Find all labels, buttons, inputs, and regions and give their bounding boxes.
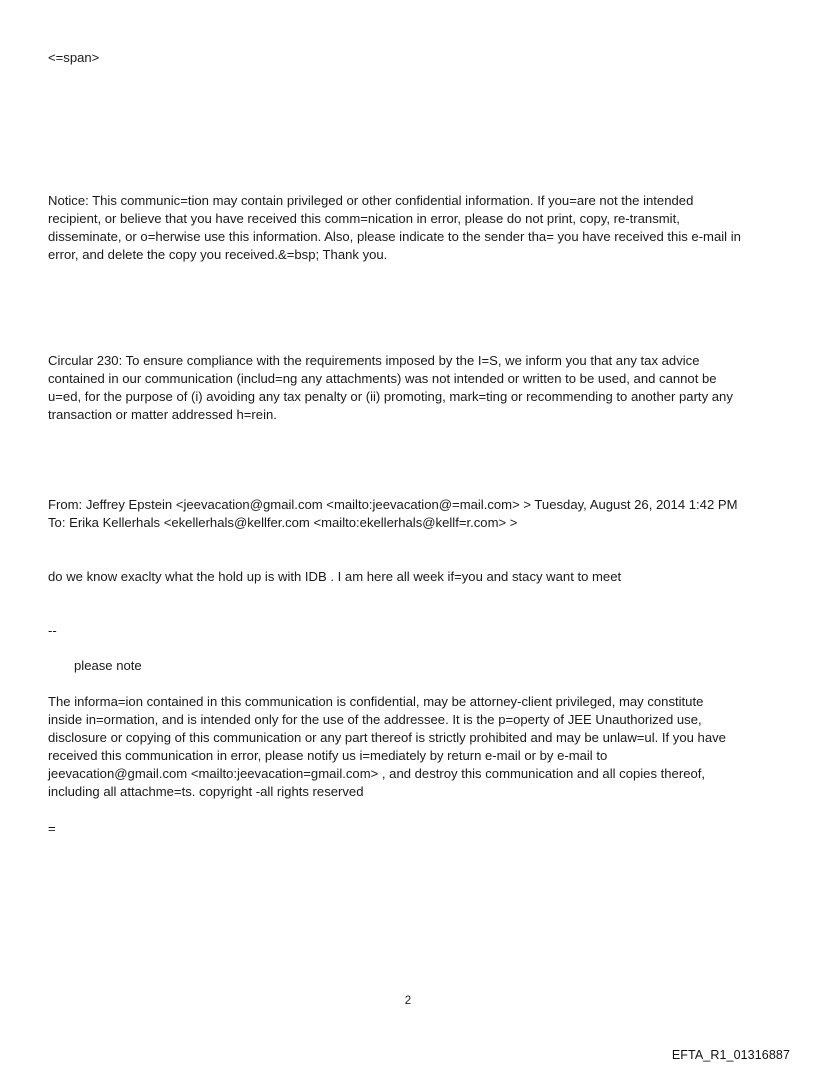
notice-line: error, and delete the copy you received.&=bsp; Thank you. [48,247,388,262]
span-tag-text: <=span> [48,50,100,65]
circular-230-notice [48,352,772,424]
email-body-message: do we know exaclty what the hold up is with IDB . I am here all week if=you and stacy want to meet [48,569,622,584]
disclaimer-line: received this communication in error, please notify us i=mediately by return e-mail or by e-mail to [48,748,608,763]
bates-number: EFTA_R1_01316887 [671,1048,790,1062]
page-number: 2 [404,995,412,1007]
disclaimer-line: jeevacation@gmail.com <mailto:jeevacation=gmail.com> , and destroy this communication and all copies thereof, [48,766,706,781]
please-note-heading: please note [74,658,142,673]
email-disclaimer [48,693,772,801]
confidentiality-notice [48,192,772,264]
notice-line: Notice: This communic=tion may contain privileged or other confidential information. If you=are not the intended [48,193,694,208]
disclaimer-line: disclosure or copying of this communication or any part thereof is strictly prohibited and may be unlaw=ul. If you have [48,730,726,745]
notice-line: disseminate, or o=herwise use this information. Also, please indicate to the sender tha= you have received this e-mail in [48,229,741,244]
disclaimer-line: including all attachme=ts. copyright -all rights reserved [48,784,364,799]
email-header [48,496,772,532]
circular-line: Circular 230: To ensure compliance with the requirements imposed by the I=S, we inform you that any tax advice [48,353,700,368]
circular-line: u=ed, for the purpose of (i) avoiding any tax penalty or (ii) promoting, mark=ting or recommending to another party any [48,389,733,404]
disclaimer-line: The informa=ion contained in this communication is confidential, may be attorney-client privileged, may constitute [48,694,704,709]
disclaimer-line: inside in=ormation, and is intended only for the use of the addressee. It is the p=operty of JEE Unauthorized use, [48,712,702,727]
circular-line: transaction or matter addressed h=rein. [48,407,277,422]
circular-line: contained in our communication (includ=ng any attachments) was not intended or written to be used, and cannot be [48,371,717,386]
email-from-line: From: Jeffrey Epstein <jeevacation@gmail.com <mailto:jeevacation@=mail.com> > Tuesday, August 26, 2014 1:42 PM [48,497,738,512]
notice-line: recipient, or believe that you have received this comm=nication in error, please do not print, copy, re-transmit, [48,211,680,226]
trailing-equals: = [48,821,56,836]
email-to-line: To: Erika Kellerhals <ekellerhals@kellfer.com <mailto:ekellerhals@kellf=r.com> > [48,515,518,530]
signature-separator: -- [48,623,57,638]
